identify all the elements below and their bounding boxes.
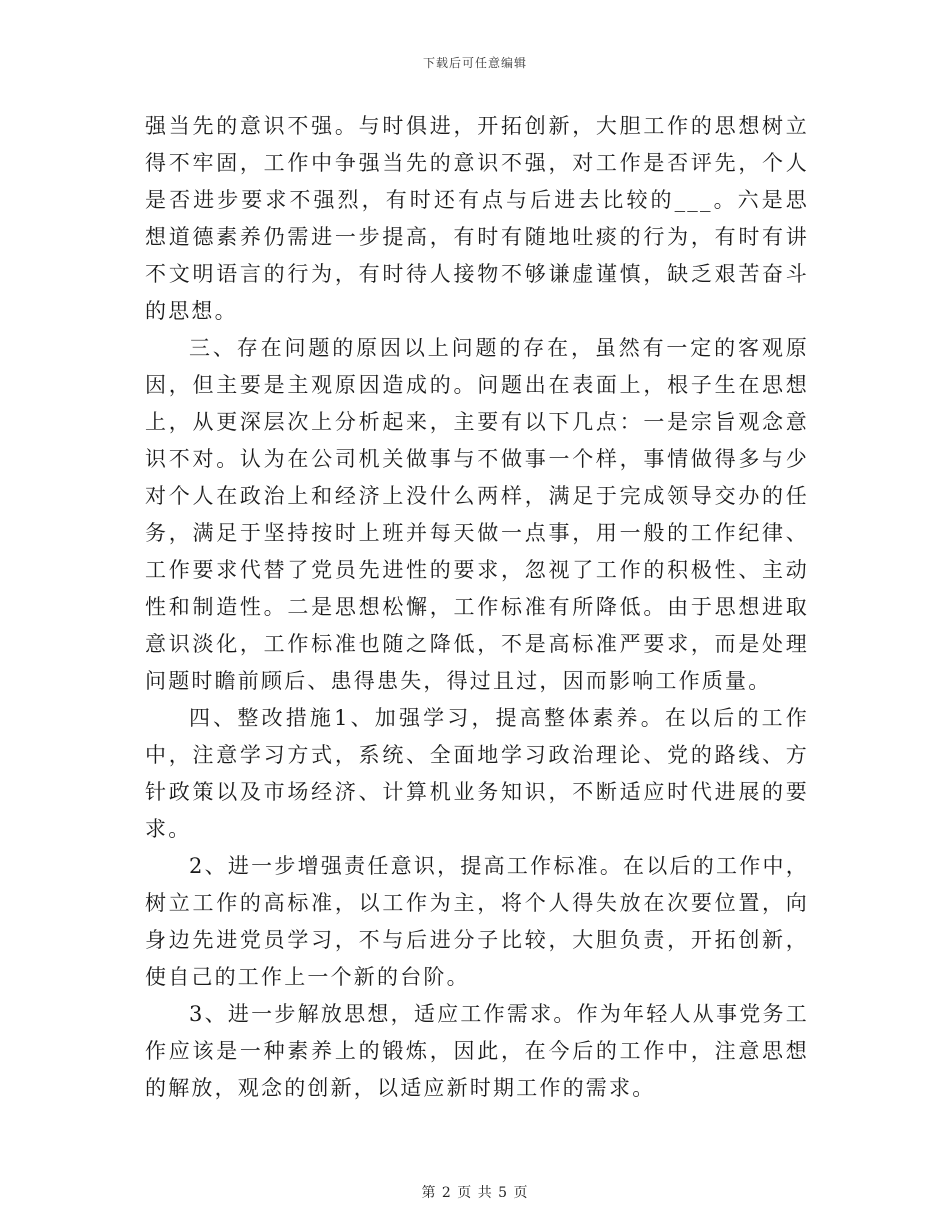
- page-header: 下载后可任意编辑: [422, 56, 527, 70]
- document-body: [145, 108, 809, 1107]
- paragraph-responsibility: 2、进一步增强责任意识，提高工作标准。在以后的工作中，树立工作的高标准，以工作为主，将个人得失放在次要位置，向身边先进党员学习，不与后进分子比较，大胆负责，开拓创新，使自己的工作上一个新的台阶。: [145, 854, 809, 989]
- page-number-footer: 第 2 页 共 5 页: [421, 1185, 529, 1201]
- paragraph-emancipate-mind: 3、进一步解放思想，适应工作需求。作为年轻人从事党务工作应该是一种素养上的锻炼，因此，在今后的工作中，注意思想的解放，观念的创新，以适应新时期工作的需求。: [145, 1002, 809, 1100]
- paragraph-problem-causes: 三、存在问题的原因以上问题的存在，虽然有一定的客观原因，但主要是主观原因造成的。问题出在表面上，根子生在思想上，从更深层次上分析起来，主要有以下几点：一是宗旨观念意识不对。认为在公司机关做事与不做事一个样，事情做得多与少对个人在政治上和经济上没什么两样，满足于完成领导交办的任务，满足于坚持按时上班并每天做一点事，用一般的工作纪律、工作要求代替了党员先进性的要求，忽视了工作的积极性、主动性和制造性。二是思想松懈，工作标准有所降低。由于思想进取意识淡化，工作标准也随之降低，不是高标准严要求，而是处理问题时瞻前顾后、患得患失，得过且过，因而影响工作质量。: [145, 336, 809, 693]
- paragraph-continuation: 强当先的意识不强。与时俱进，开拓创新，大胆工作的思想树立得不牢固，工作中争强当先的意识不强，对工作是否评先，个人是否进步要求不强烈，有时还有点与后进去比较的___。六是思想道德素养仍需进一步提高，有时有随地吐痰的行为，有时有讲不文明语言的行为，有时待人接物不够谦虚谨慎，缺乏艰苦奋斗的思想。: [145, 114, 809, 323]
- paragraph-rectification-measures: 四、整改措施1、加强学习，提高整体素养。在以后的工作中，注意学习方式，系统、全面地学习政治理论、党的路线、方针政策以及市场经济、计算机业务知识，不断适应时代进展的要求。: [145, 706, 809, 841]
